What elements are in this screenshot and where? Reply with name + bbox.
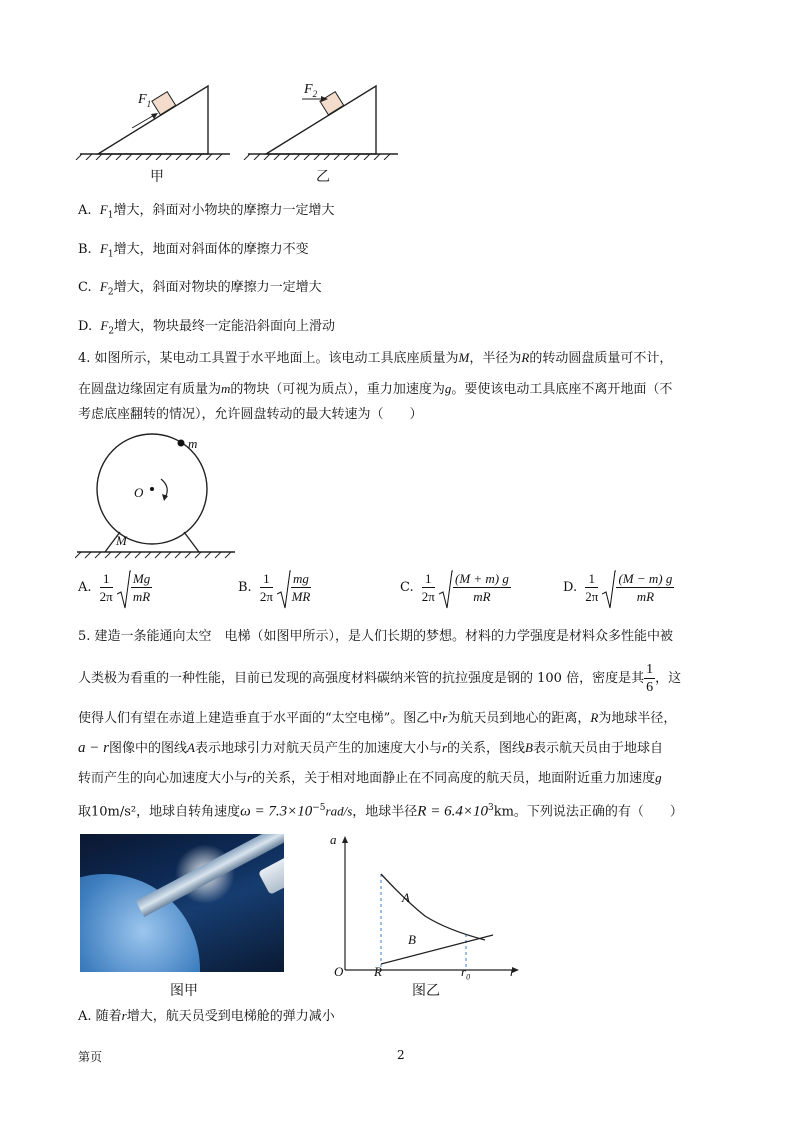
fig-label-yi-graph: 图乙 <box>412 983 440 999</box>
q3-option-d: D. $F_2$增大，物块最终一定能沿斜面向上滑动 <box>78 318 336 337</box>
q5-stem-line2: 人类极为看重的一种性能，目前已发现的高强度材料碳纳米管的抗拉强度是钢的 100 倍，密度是其 $\frac{1}{6}$ ，这 <box>78 662 682 695</box>
q5-stem-line1: 5. 建造一条能通向太空 电梯（如图甲所示），是人们长期的梦想。材料的力学强度是材料众多性能中被 <box>78 629 674 644</box>
force-label-f1: $F_1$ <box>138 92 152 109</box>
disk-label-o: O <box>134 485 144 500</box>
disk-label-m: m <box>188 436 198 451</box>
space-elevator-photo <box>80 834 284 972</box>
q4-option-c: C. $\frac{1}{2\pi}$ $\frac{(M + m) g}{mR}$ <box>400 570 511 605</box>
q3-option-b: B. $F_1$增大，地面对斜面体的摩擦力不变 <box>78 241 309 260</box>
force-label-f2: $F_2$ <box>304 82 318 99</box>
q4-stem-line3: 考虑底座翻转的情况），允许圆盘转动的最大转速为（ ） <box>78 407 423 422</box>
fig-label-jia: 甲 <box>150 169 164 185</box>
page-number: 2 <box>397 1048 405 1062</box>
q4-stem-line2: 在圆盘边缘固定有质量为m的物块（可视为质点），重力加速度为g。要使该电动工具底座不离开地面（不 <box>78 381 673 397</box>
q5-option-a: A. 随着r增大，航天员受到电梯舱的弹力减小 <box>78 1008 335 1024</box>
curve-label-b: B <box>408 932 416 947</box>
axis-label-o: O <box>334 964 344 979</box>
q4-stem-line1: 4. 如图所示，某电动工具置于水平地面上。该电动工具底座质量为M，半径为R的转动圆盘质量可不计， <box>78 350 673 366</box>
q5-stem-line6: 取10m/s²，地球自转角速度$\omega = 7.3\times 10^{-5}rad/s$，地球半径$R = 6.4\times 10^3km$。下列说法正确的有（ ） <box>78 803 683 820</box>
q4-option-b: B. $\frac{1}{2\pi}$ $\frac{mg}{MR}$ <box>238 570 311 605</box>
q3-option-a: A. $F_1$增大，斜面对小物块的摩擦力一定增大 <box>78 202 335 221</box>
fig-label-yi: 乙 <box>316 169 330 185</box>
curve-label-a: A <box>402 890 410 905</box>
footer-left: 第页 <box>78 1050 103 1064</box>
axis-label-big-r: R <box>374 964 382 979</box>
rotating-disk-figure <box>75 432 245 562</box>
incline-figures <box>70 80 400 160</box>
q5-stem-line3: 使得人们有望在赤道上建造垂直于水平面的“太空电梯”。图乙中r为航天员到地心的距离，R为地球半径， <box>78 710 677 726</box>
q4-option-a: A. $\frac{1}{2\pi}$ $\frac{Mg}{mR}$ <box>78 570 152 605</box>
axis-label-r: r <box>510 964 516 979</box>
a-r-graph <box>325 830 525 980</box>
axis-label-a: a <box>330 832 337 847</box>
disk-label-big-m: M <box>116 533 127 548</box>
q3-option-c: C. $F_2$增大，斜面对物块的摩擦力一定增大 <box>78 279 322 298</box>
fig-label-jia-photo: 图甲 <box>170 983 198 999</box>
axis-label-r0: $r_0$ <box>461 964 471 982</box>
q5-stem-line5: 转而产生的向心加速度大小与r的关系，关于相对地面静止在不同高度的航天员，地面附近重力加速度g <box>78 770 662 786</box>
q4-option-d: D. $\frac{1}{2\pi}$ $\frac{(M - m) g}{mR}$ <box>563 570 674 605</box>
q5-stem-line4: a − r图像中的图线A表示地球引力对航天员产生的加速度大小与r的关系，图线B表示航天员由于地球自 <box>78 740 663 756</box>
